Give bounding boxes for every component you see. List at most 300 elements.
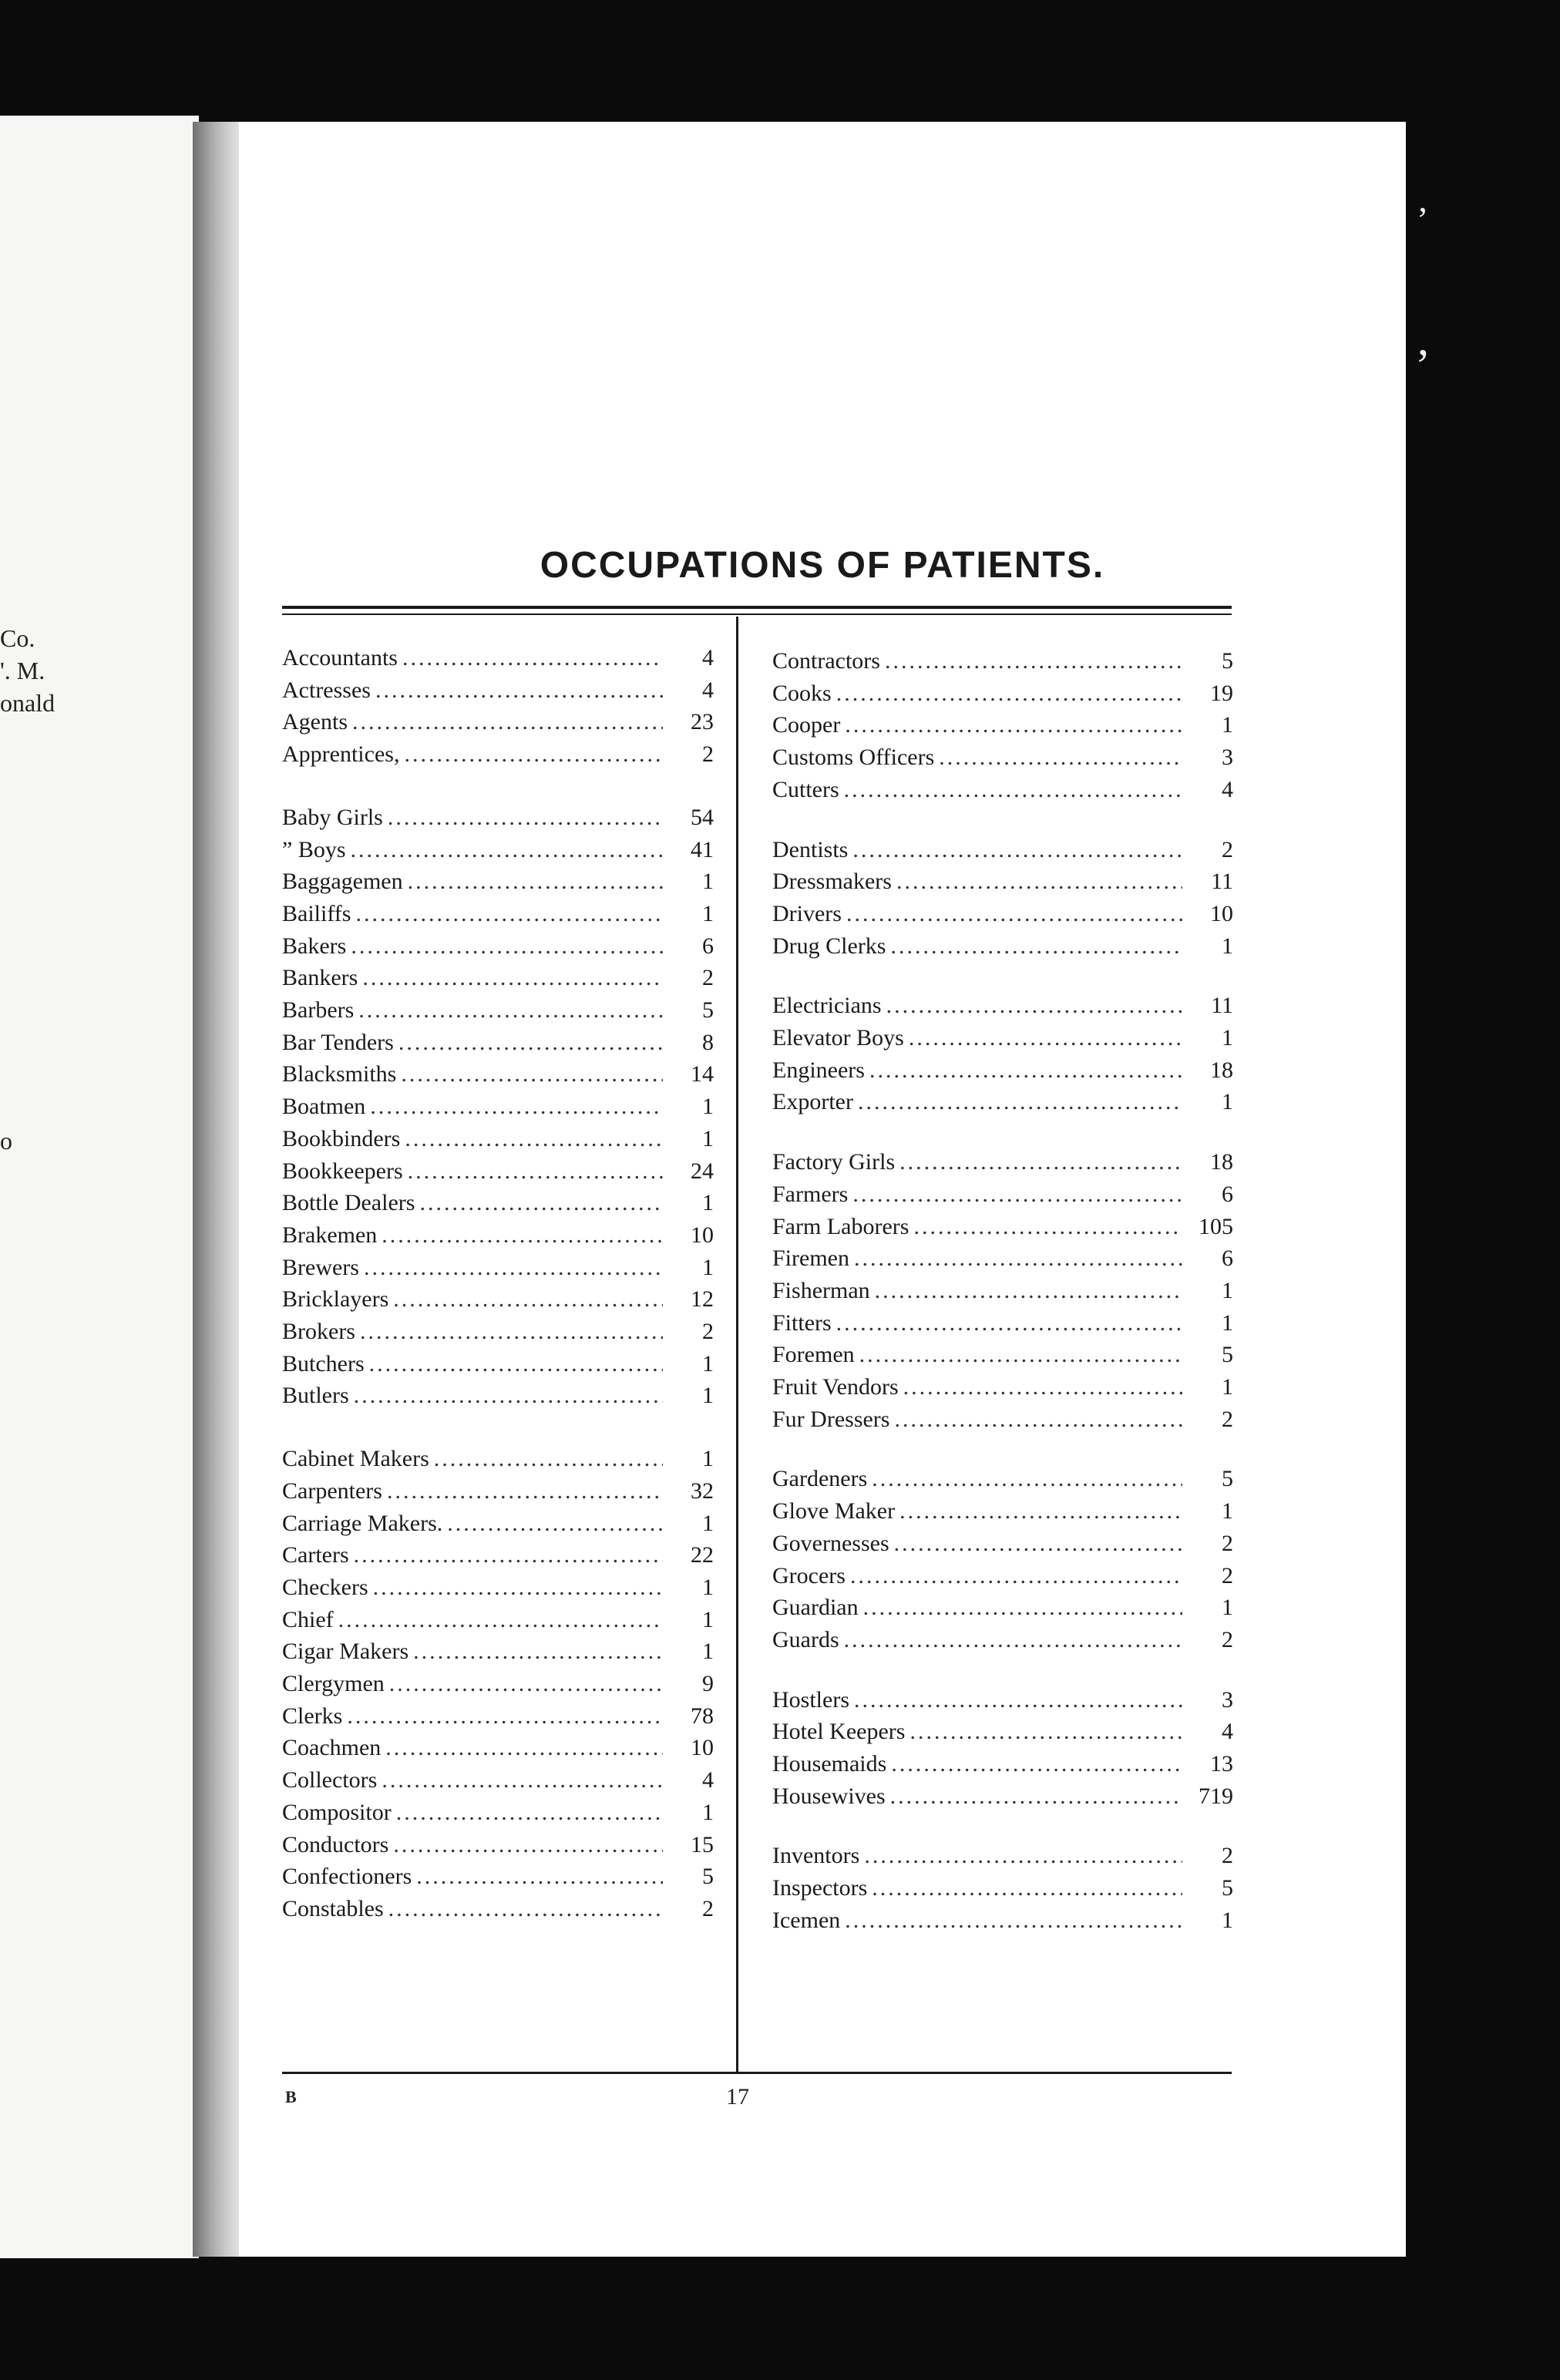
occupation-name: Fitters [772,1309,832,1336]
patient-count: 1 [702,1350,714,1377]
table-row [282,1861,714,1892]
table-row [282,1476,714,1507]
table-row [772,1625,1233,1656]
leader-dots [401,1059,663,1090]
table-row [772,1905,1233,1936]
leader-dots [890,931,1182,962]
patient-count: 9 [702,1671,714,1696]
occupation-name: Bailiffs [282,900,351,926]
patient-count: 22 [691,1542,714,1568]
leader-dots [894,1404,1182,1435]
leader-dots [899,1496,1182,1527]
facing-page-text-4: o [0,1127,12,1155]
occupation-name: Elevator Boys [772,1025,904,1050]
patient-count: 18 [1210,1149,1233,1175]
occupation-name: Governesses [772,1530,889,1556]
patient-count: 24 [691,1158,714,1184]
patient-count: 2 [1222,1626,1233,1652]
patient-count: 2 [1222,1843,1233,1869]
table-row [772,990,1233,1021]
leader-dots [845,1905,1182,1936]
leader-dots [852,835,1182,866]
leader-dots [854,1685,1182,1716]
leader-dots [373,1572,663,1603]
table-row [772,1340,1233,1370]
occupation-name: Factory Girls [772,1149,896,1175]
leader-dots [408,866,663,897]
occupation-name: Collectors [282,1767,378,1793]
patient-count: 5 [1222,648,1233,674]
patient-count: 1 [1222,1595,1233,1621]
patient-count: 1 [1222,1309,1233,1336]
table-row [282,835,714,866]
occupation-name: Drivers [772,900,842,926]
table-row [772,1372,1233,1403]
patient-count: 1 [1222,1498,1233,1524]
page-title: OCCUPATIONS OF PATIENTS. [540,545,1105,586]
table-row [772,1276,1233,1306]
table-row [282,1540,714,1571]
leader-dots [859,1340,1182,1370]
leader-dots [863,1592,1182,1623]
patient-count: 10 [691,1222,714,1248]
leader-dots [858,1087,1182,1118]
table-row [772,1840,1233,1871]
facing-page-text-1: Co. [0,624,35,652]
facing-page [0,116,199,2258]
leader-dots [447,1508,663,1539]
table-row [282,739,714,770]
table-row [282,1284,714,1315]
table-row [282,963,714,993]
occupation-name: Bottle Dealers [282,1190,415,1216]
patient-count: 15 [691,1831,714,1857]
patient-count: 1 [702,1254,714,1280]
patient-count: 4 [1222,1719,1233,1745]
occupation-name: Actresses [282,677,371,703]
table-row [772,931,1233,962]
patient-count: 1 [1222,933,1233,959]
patient-count: 5 [702,1864,714,1890]
table-row [282,1572,714,1603]
leader-dots [405,1124,663,1155]
table-row [282,899,714,929]
leader-dots [382,1765,663,1796]
table-row [282,1605,714,1635]
table-row [282,1444,714,1474]
patient-count: 3 [1222,745,1233,771]
header-rule-bottom [282,613,1232,615]
table-row [772,1716,1233,1747]
leader-dots [385,1733,663,1763]
occupation-name: Butchers [282,1350,365,1377]
document-page [239,122,1406,2257]
leader-dots [903,1372,1182,1403]
patient-count: 2 [1222,1530,1233,1556]
occupation-name: Electricians [772,993,882,1019]
occupation-name: Cutters [772,776,839,802]
patient-count: 6 [702,933,714,959]
occupation-name: Cigar Makers [282,1639,409,1665]
column-divider [736,617,738,2072]
patient-count: 5 [1222,1342,1233,1368]
patient-count: 23 [691,709,714,735]
occupation-name: Bookkeepers [282,1158,403,1184]
occupation-name: Inventors [772,1843,860,1869]
table-row [282,1508,714,1539]
leader-dots [854,1243,1182,1274]
leader-dots [408,1156,663,1187]
table-row [772,1749,1233,1780]
table-row [282,1027,714,1058]
patient-count: 1 [702,1383,714,1409]
table-row [282,1636,714,1667]
table-row [772,1055,1233,1086]
leader-dots [894,1528,1182,1559]
table-row [282,1894,714,1925]
patient-count: 11 [1211,993,1233,1019]
occupation-name: Coachmen [282,1735,382,1761]
occupation-name: Customs Officers [772,745,935,771]
occupation-name: Brokers [282,1319,355,1344]
leader-dots [398,1027,663,1058]
patient-count: 1 [1222,712,1233,738]
occupation-name: Cooper [772,712,841,738]
leader-dots [434,1444,663,1474]
occupation-name: Conductors [282,1831,389,1857]
occupation-name: Clergymen [282,1671,385,1696]
occupation-name: Housewives [772,1783,886,1809]
table-row [772,678,1233,709]
leader-dots [891,1749,1182,1780]
table-row [772,1464,1233,1494]
leader-dots [347,1701,663,1732]
leader-dots [351,931,663,962]
occupation-name: Carters [282,1542,349,1568]
patient-count: 1 [1222,1277,1233,1303]
leader-dots [413,1636,663,1667]
patient-count: 1 [702,1639,714,1665]
table-row [282,1733,714,1763]
signature-mark: B [285,2087,297,2106]
header-rule-top [282,606,1232,609]
occupation-name: Confectioners [282,1864,412,1890]
patient-count: 1 [702,869,714,895]
patient-count: 41 [691,836,714,862]
leader-dots [393,1284,663,1315]
patient-count: 6 [1222,1181,1233,1207]
occupation-name: Farm Laborers [772,1213,909,1239]
table-row [282,1701,714,1732]
patient-count: 1 [1222,1025,1233,1050]
occupation-name: Fruit Vendors [772,1374,899,1400]
leader-dots [369,1349,663,1380]
occupation-name: Dentists [772,836,849,862]
occupation-name: Farmers [772,1181,849,1207]
patient-count: 3 [1222,1686,1233,1713]
occupation-name: Gardeners [772,1466,868,1492]
table-row [772,775,1233,805]
occupation-name: Housemaids [772,1751,887,1777]
table-row [772,1212,1233,1242]
patient-count: 54 [691,804,714,830]
table-row [772,1561,1233,1592]
occupation-name: Icemen [772,1907,841,1933]
occupation-name: Bookbinders [282,1125,401,1151]
patient-count: 4 [702,645,714,671]
patient-count: 1 [702,1574,714,1600]
leader-dots [913,1212,1182,1242]
table-row [282,707,714,738]
leader-dots [899,1147,1182,1178]
occupation-name: Boatmen [282,1094,366,1120]
table-row [282,675,714,706]
patient-count: 78 [691,1703,714,1729]
occupation-name: Apprentices, [282,741,400,768]
table-row [772,646,1233,677]
occupation-name: Brakemen [282,1222,378,1248]
patient-count: 1 [702,1125,714,1151]
patient-count: 14 [691,1061,714,1087]
patient-count: 1 [702,1799,714,1825]
occupation-name: Checkers [282,1574,368,1600]
table-row [282,1669,714,1699]
patient-count: 13 [1210,1751,1233,1777]
patient-count: 11 [1211,869,1233,895]
occupation-name: Hostlers [772,1686,849,1713]
leader-dots [864,1840,1182,1871]
table-row [772,1685,1233,1716]
leader-dots [852,1179,1182,1210]
occupation-name: Bankers [282,965,358,991]
leader-dots [375,675,663,706]
patient-count: 1 [702,1094,714,1120]
leader-dots [872,1464,1182,1494]
occupation-name: Clerks [282,1703,343,1729]
patient-count: 4 [1222,776,1233,802]
leader-dots [836,1308,1182,1339]
occupation-name: Hotel Keepers [772,1719,906,1745]
leader-dots [370,1091,663,1122]
patient-count: 5 [1222,1466,1233,1492]
patient-count: 19 [1210,680,1233,706]
patient-count: 719 [1199,1783,1233,1809]
page-number: 17 [726,2084,749,2109]
table-row [282,1349,714,1380]
occupation-name: Engineers [772,1057,865,1083]
leader-dots [402,643,663,674]
occupation-name: Inspectors [772,1875,868,1901]
scan-speck: ’ [1415,340,1431,391]
leader-dots [896,866,1182,897]
patient-count: 18 [1210,1057,1233,1083]
leader-dots [351,835,664,866]
occupation-name: Butlers [282,1383,349,1409]
leader-dots [419,1188,663,1219]
occupation-name: Chief [282,1606,334,1632]
occupation-name: Barbers [282,997,355,1023]
table-row [282,1156,714,1187]
patient-count: 10 [691,1735,714,1761]
patient-count: 2 [702,965,714,991]
leader-dots [393,1830,663,1861]
table-row [772,1308,1233,1339]
leader-dots [355,899,663,929]
leader-dots [338,1605,663,1635]
leader-dots [352,707,663,738]
patient-count: 4 [702,1767,714,1793]
occupation-name: Baby Girls [282,804,383,830]
patient-count: 1 [702,1510,714,1536]
occupation-name: Dressmakers [772,869,892,895]
occupation-name: Fur Dressers [772,1406,890,1432]
leader-dots [389,1669,663,1699]
occupation-name: Grocers [772,1562,846,1588]
patient-count: 2 [1222,1562,1233,1588]
leader-dots [388,802,663,833]
leader-dots [354,1540,663,1571]
leader-dots [360,1316,663,1347]
patient-count: 2 [1222,1406,1233,1432]
table-row [772,835,1233,866]
footer-rule [282,2072,1232,2074]
leader-dots [836,678,1182,709]
occupation-name: Drug Clerks [772,933,886,959]
table-row [282,866,714,897]
occupation-name: Blacksmiths [282,1061,397,1087]
occupation-name: Brewers [282,1254,359,1280]
table-row [282,1797,714,1828]
leader-dots [354,1380,663,1411]
occupation-name: ” Boys [282,836,346,862]
table-row [282,1124,714,1155]
leader-dots [846,899,1182,929]
leader-dots [358,995,663,1026]
leader-dots [844,1625,1182,1656]
patient-count: 1 [702,900,714,926]
leader-dots [909,1716,1182,1747]
leader-dots [404,739,663,770]
occupation-name: Bar Tenders [282,1029,394,1055]
table-row [282,1380,714,1411]
patient-count: 1 [702,1606,714,1632]
patient-count: 5 [702,997,714,1023]
table-row [772,742,1233,773]
patient-count: 2 [1222,836,1233,862]
table-row [772,1496,1233,1527]
occupation-name: Guards [772,1626,839,1652]
table-row [282,1252,714,1283]
table-row [772,1873,1233,1904]
table-row [772,1243,1233,1274]
patient-count: 6 [1222,1245,1233,1272]
occupation-name: Firemen [772,1245,849,1272]
table-row [772,1528,1233,1559]
patient-count: 105 [1199,1213,1233,1239]
occupation-name: Glove Maker [772,1498,896,1524]
leader-dots [382,1220,663,1251]
occupation-name: Cooks [772,680,832,706]
occupation-name: Baggagemen [282,869,403,895]
table-row [772,710,1233,741]
patient-count: 1 [1222,1907,1233,1933]
leader-dots [364,1252,663,1283]
table-row [772,1179,1233,1210]
occupation-name: Carriage Makers. [282,1510,443,1536]
table-row [282,931,714,962]
leader-dots [885,646,1182,677]
leader-dots [388,1894,663,1925]
leader-dots [844,775,1182,805]
table-row [772,1147,1233,1178]
patient-count: 1 [1222,1374,1233,1400]
table-row [772,1404,1233,1435]
occupation-name: Guardian [772,1595,859,1621]
occupation-name: Agents [282,709,348,735]
patient-count: 5 [1222,1875,1233,1901]
occupation-name: Bricklayers [282,1286,389,1313]
table-row [282,1765,714,1796]
patient-count: 2 [702,741,714,768]
table-row [772,1781,1233,1812]
patient-count: 1 [702,1446,714,1472]
occupation-name: Accountants [282,645,398,671]
patient-count: 8 [702,1029,714,1055]
facing-page-text-3: onald [0,689,55,717]
leader-dots [875,1276,1182,1306]
leader-dots [845,710,1182,741]
occupation-name: Contractors [772,648,880,674]
occupation-name: Compositor [282,1799,392,1825]
leader-dots [872,1873,1182,1904]
table-row [282,643,714,674]
table-row [772,866,1233,897]
occupation-name: Cabinet Makers [282,1446,429,1472]
facing-page-text-2: '. M. [0,657,45,684]
occupation-name: Foremen [772,1342,855,1368]
leader-dots [909,1023,1182,1054]
patient-count: 1 [1222,1089,1233,1115]
leader-dots [890,1781,1182,1812]
leader-dots [869,1055,1182,1086]
occupation-name: Carpenters [282,1477,382,1504]
scan-speck: ’ [1417,200,1429,239]
patient-count: 2 [702,1895,714,1921]
occupation-name: Exporter [772,1089,853,1115]
table-row [282,995,714,1026]
table-row [772,899,1233,929]
leader-dots [850,1561,1182,1592]
occupation-name: Bakers [282,933,347,959]
table-row [282,1316,714,1347]
leader-dots [939,742,1182,773]
patient-count: 4 [702,677,714,703]
patient-count: 2 [702,1319,714,1344]
table-row [282,1059,714,1090]
patient-count: 10 [1210,900,1233,926]
leader-dots [886,990,1182,1021]
table-row [282,802,714,833]
table-row [772,1087,1233,1118]
patient-count: 12 [691,1286,714,1313]
table-row [282,1091,714,1122]
occupation-name: Fisherman [772,1277,870,1303]
table-row [282,1830,714,1861]
leader-dots [396,1797,663,1828]
occupation-name: Constables [282,1895,384,1921]
leader-dots [387,1476,663,1507]
table-row [282,1188,714,1219]
